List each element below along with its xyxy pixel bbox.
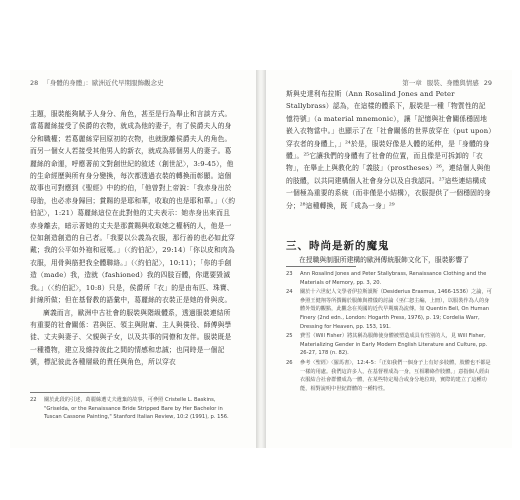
footnote-rule: [286, 266, 356, 267]
footnote-text: 關於十六世紀人文學者伊拉斯謨斯（Desiderius Erasmus, 1466-1536）之論，可參照王健翔等所撰關於服飾與禮儀的討論（巫仁恕主編，上冊），以服裝作為人的身體外殼的觀點，此觀念在英國的近代早期廣為流傳。如 Quentin Bell, On Human Finery (2nd edn., London: Hogarth Press, 1976), p. 19; Cordelia Warr, Dressing for Heaven, pp. 153, 191.: [300, 289, 492, 330]
footnote-number: 23: [286, 271, 293, 277]
footnote: [286, 270, 492, 287]
left-page-number: 28: [30, 79, 39, 87]
footnote: [286, 359, 492, 393]
left-body-text: [30, 108, 236, 369]
left-page: [10, 70, 256, 448]
section-first-paragraph: 在授職與制服所建構的歐洲傳統服飾文化下，服裝影響了: [299, 256, 469, 264]
right-page-number: 29: [483, 79, 492, 87]
footnote: [286, 332, 492, 358]
right-running-title: 服裝、身體與情感: [426, 79, 479, 87]
left-running-head: [30, 78, 164, 87]
chapter-label: 第一章: [402, 79, 422, 87]
left-running-title: 「身體的身體」：歐洲近代早期服飾觀念史: [43, 79, 164, 87]
left-paragraph-1: 主題，服裝能夠賦予人身分、角色，甚至是行為舉止和言談方式。當葛麗絲接受了侯爵的衣物，就成為他的妻子，有了侯爵夫人的身分和職權；若葛麗絲穿回原初的衣物，也就脫離侯爵夫人的角色。而另一個女人若接受其他男人的新衣，就成為那個男人的妻子。葛麗絲的命運，呼應著前文對創世紀的敘述（創世記〉，3:9-45），他的生命經歷與所有身分變換，每次都透過衣裝的轉換而彰顯。這個故事也可對應到《聖經》中的約伯，「他曾對上帝說：「我赤身出於母胎，也必赤身歸回；賞賜的是耶和華，收取的也是耶和華。」（〈約伯記〉，1:21）葛麗絲這位在此對他的丈夫表示：她赤身出來而且赤身離去，暗示著她的丈夫是那賞賜與收取她之權柄的人，他是一位如創造創造的自己者。「我要以公義為衣服，那行善的也必如此穿戴；我的公平如外袍和冠冕。」（〈約伯記〉，29:14）「你以皮和肉為衣服，用骨與筋把我全體聯絡。」（〈約伯記〉，10:11）；「你的手創造（made）我，造就（fashioned）我的四肢百體，你還要毀滅我。」（〈約伯記〉，10:8）只是，侯爵所「衣」的是由布匹、珠寶、針線所做；但在基督教的語彙中，葛麗絲的衣裝正是她的骨與皮。: [30, 110, 236, 305]
right-paragraph-1: 斯與史達利布拉斯（Ann Rosalind Jones and Peter Stallybrass）認為，在這樣的體系下，服裝是一種「物質性的記憶符號」（a material mnemonic），讓「記憶與社會關係穩固地嵌入衣物當中。」也顯示了在「社會關係的世界放穿在（put upon）穿衣者的身體上，」²⁴於是，服裝好像是人體的延伸，是「身體的身體」。²⁵它讓我們的身體有了社會的位置，而且像是可拆卸的「衣物」，在舉止上與教化的「義肢」（prostheses）²⁶，連結個人與他的肢體，以共同建構個人社會身分以及自我認同。²⁷這些連結構成一個極為重要的系統（而非僅是小結構），衣服提供了一個穩固的身分；²⁸這種轉換，既「成為一身」²⁹: [286, 90, 492, 210]
footnote-number: 26: [286, 359, 293, 366]
right-page: [266, 70, 512, 448]
footnote-text: 關於此段的引述，葛麗絲遭丈夫遺棄的故事，可參照 Cristelle L. Baskins, "Griselda, or the Renaissance Bride Stripped Bare by Her Bachelor in Tuscan Cassone Painting," Stanford Italian Review, 10:2 (1991), p. 156.: [44, 397, 229, 421]
footnote-number: 22: [30, 397, 37, 403]
footnote-number: 25: [286, 333, 293, 340]
footnote-number: 24: [286, 289, 293, 296]
footnote-text: Ann Rosalind Jones and Peter Stallybrass, Renaissance Clothing and the Materials of Memory, pp. 3, 20.: [300, 271, 487, 286]
footnote-rule: [30, 392, 100, 393]
left-footnotes: [30, 396, 236, 423]
footnote: [30, 396, 236, 422]
right-footnotes: [286, 270, 492, 394]
section-heading: 三、時尚是新的魔鬼: [286, 240, 390, 252]
book-gutter: [256, 70, 266, 448]
right-running-head: [402, 78, 492, 87]
left-paragraph-2: 廣義而言，歐洲中古社會的服裝與階級體系，透過服裝連結所有重要的社會關係：君與臣、領主與附庸、主人與僕役、師傅與學徒、丈夫與妻子、父親與子女，以及共事的同僚和友伴。服裝既是一種禮物，建立及維持彼此之間的情感和忠誠；也同時是一個記號，標記彼此各種層級的責任與角色，所以穿衣: [30, 308, 232, 367]
footnote: [286, 288, 492, 331]
footnote-text: 費雪（Will Fisher）將其稱為服飾使身體被塑造成具有性別的人，見 Will Fisher, Materializing Gender in Early Modern English Literature and Culture, pp. 26-27, 178 (n. 82).: [300, 333, 488, 357]
footnote-text: 參考〈聖經〉〈羅馬書〉，12:4-5：「正如我們一個身子上有好多肢體，肢體也不都是一樣的用處。我們這許多人，在基督裡成為一身，互相聯絡作肢體。」意指個人經由衣服結合社會群體成為一體，在某些特定場合或身分地位時，實際的建立了這種功能，相對說明中世紀群體的一種特性。: [300, 359, 491, 392]
right-body-text: [286, 88, 492, 212]
